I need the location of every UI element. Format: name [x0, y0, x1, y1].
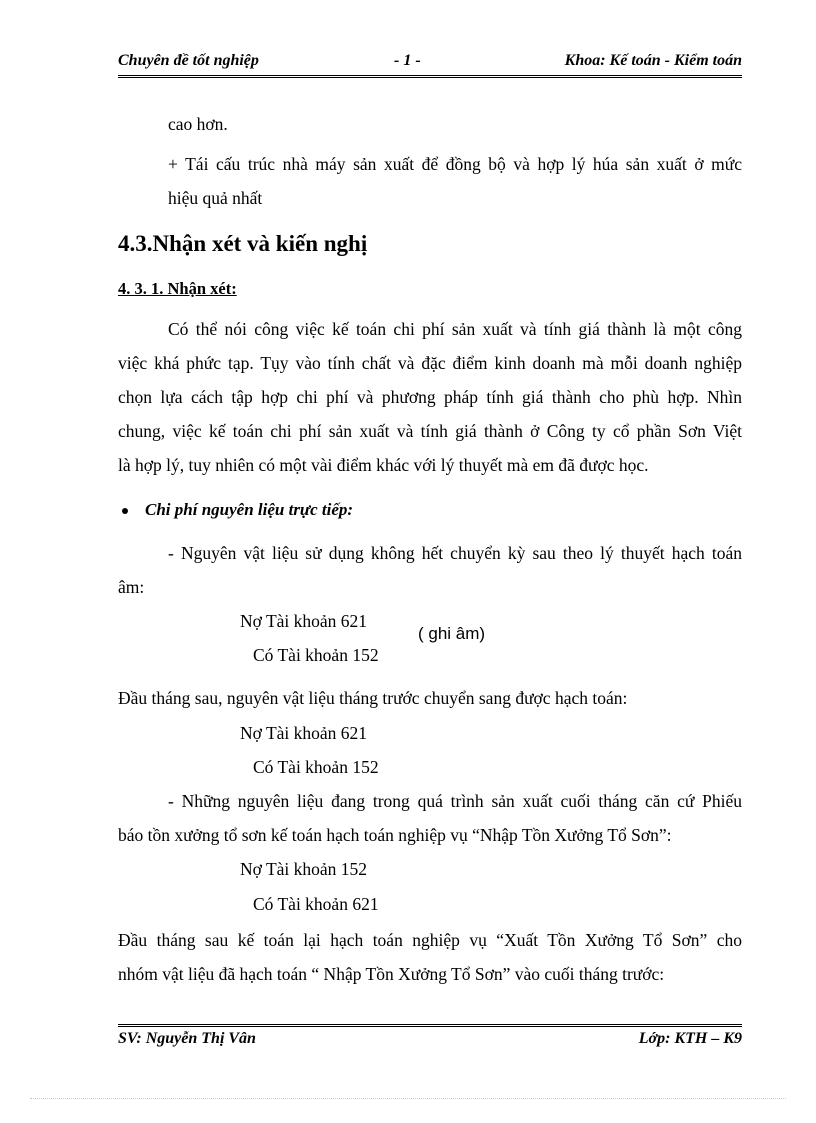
footer-student: SV: Nguyễn Thị Vân: [118, 1030, 256, 1047]
journal-credit: Có Tài khoản 621: [253, 894, 379, 914]
journal-credit: Có Tài khoản 152: [253, 645, 379, 665]
paragraph-line: chọn lựa cách tập hợp chi phí và phương pháp tính giá thành cho phù hợp. Nhìn: [118, 387, 742, 407]
header-faculty: Khoa: Kế toán - Kiểm toán: [564, 52, 742, 69]
page-header: [118, 50, 742, 74]
restructure-line-2: hiệu quả nhất: [168, 188, 263, 208]
paragraph-line: nhóm vật liệu đã hạch toán “ Nhập Tồn Xưởng Tổ Sơn” vào cuối tháng trước:: [118, 964, 665, 984]
restructure-line-1: + Tái cấu trúc nhà máy sản xuất để đồng bộ và hợp lý húa sản xuất ở mức: [168, 154, 742, 174]
paragraph-line: Đầu tháng sau kế toán lại hạch toán nghiệp vụ “Xuất Tồn Xưởng Tổ Sơn” cho: [118, 930, 742, 950]
journal-annotation: ( ghi âm): [418, 624, 486, 643]
bullet-label: Chi phí nguyên liệu trực tiếp:: [145, 500, 354, 519]
header-page-number: - 1 -: [394, 52, 421, 69]
paragraph-line: âm:: [118, 577, 145, 597]
paragraph-line: Đầu tháng sau, nguyên vật liệu tháng trước chuyển sang được hạch toán:: [118, 688, 628, 708]
paragraph-line: Có thể nói công việc kế toán chi phí sản xuất và tính giá thành là một công: [168, 319, 742, 339]
header-rule: [118, 75, 742, 78]
bullet-icon: [122, 508, 128, 514]
footer-rule: [118, 1024, 742, 1027]
paragraph-line: - Những nguyên liệu đang trong quá trình sản xuất cuối tháng căn cứ Phiếu: [168, 791, 742, 811]
subsection-heading: 4. 3. 1. Nhận xét:: [118, 279, 237, 298]
paragraph-line: - Nguyên vật liệu sử dụng không hết chuyển kỳ sau theo lý thuyết hạch toán: [168, 543, 742, 563]
journal-debit: Nợ Tài khoản 152: [240, 859, 368, 879]
journal-debit: Nợ Tài khoản 621: [240, 611, 368, 631]
continuation-line: cao hơn.: [168, 114, 228, 134]
paragraph-line: là hợp lý, tuy nhiên có một vài điểm khác với lý thuyết mà em đã được học.: [118, 455, 649, 475]
paragraph-line: việc khá phức tạp. Tụy vào tính chất và đặc điểm kinh doanh mà mỗi doanh nghiệp: [118, 353, 742, 373]
header-thesis-title: Chuyên đề tốt nghiệp: [118, 52, 259, 69]
page-footer: [118, 1030, 742, 1054]
footer-class: Lớp: KTH – K9: [638, 1030, 742, 1047]
paragraph-line: báo tồn xưởng tổ sơn kế toán hạch toán nghiệp vụ “Nhập Tồn Xưởng Tổ Sơn”:: [118, 825, 672, 845]
journal-debit: Nợ Tài khoản 621: [240, 723, 368, 743]
paragraph-line: chung, việc kế toán chi phí sản xuất và tính giá thành ở Công ty cổ phần Sơn Việt: [118, 421, 742, 441]
section-heading: 4.3.Nhận xét và kiến nghị: [118, 231, 368, 256]
journal-credit: Có Tài khoản 152: [253, 757, 379, 777]
page-edge-divider: [30, 1098, 786, 1099]
